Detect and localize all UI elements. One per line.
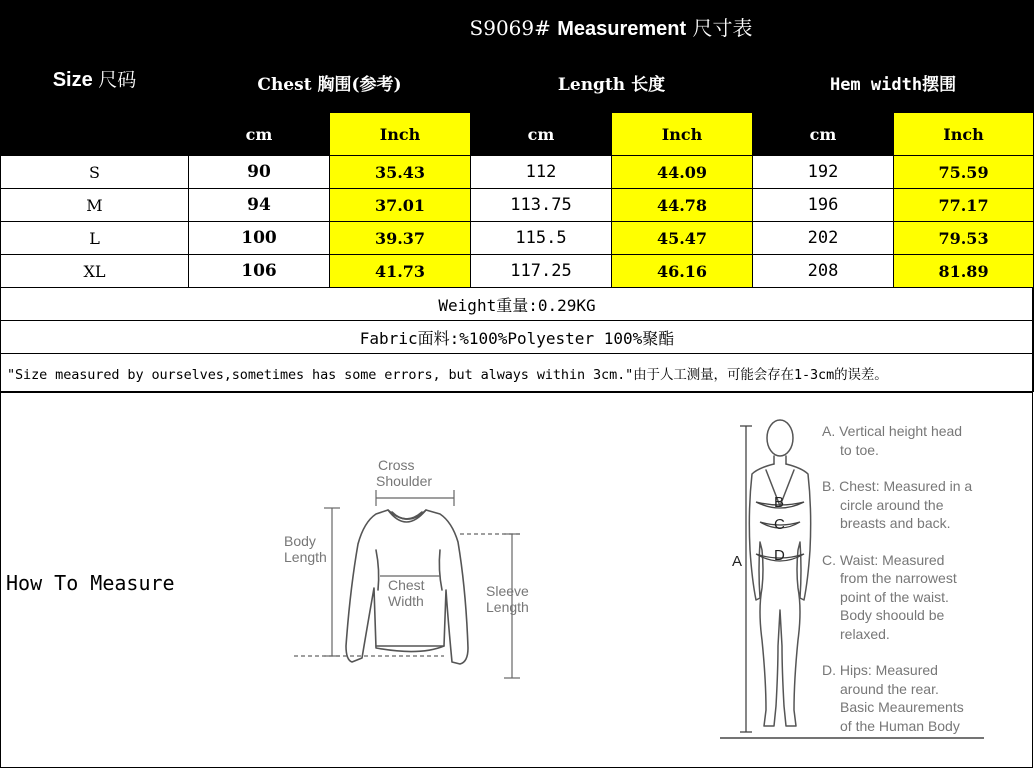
unit-length-cm: cm: [471, 113, 612, 156]
size-cell: L: [1, 222, 189, 255]
size-cell: M: [1, 189, 189, 222]
chest-cm-cell: 94: [189, 189, 330, 222]
legend-item-b: B. Chest: Measured in a circle around the breasts and back.: [822, 478, 973, 531]
body-length-label-1: Body: [284, 533, 316, 549]
title-code: S9069#: [469, 16, 551, 40]
chest-inch-cell: 35.43: [330, 156, 471, 189]
unit-chest-cm: cm: [189, 113, 330, 156]
title-cn: 尺寸表: [692, 16, 753, 40]
group-hem: Hem width摆围: [753, 53, 1034, 113]
chest-inch-cell: 39.37: [330, 222, 471, 255]
hem-cm-cell: 208: [753, 255, 894, 288]
length-cm-cell: 115.5: [471, 222, 612, 255]
hem-inch-cell: 77.17: [894, 189, 1034, 222]
sleeve-length-label-1: Sleeve: [486, 583, 529, 599]
weight-row: Weight重量:0.29KG: [1, 288, 1034, 321]
letter-b: B: [774, 494, 785, 511]
table-row: [1, 189, 1034, 222]
figure-head: [767, 420, 793, 456]
chest-width-label-1: Chest: [388, 577, 425, 593]
how-to-measure-label: How To Measure: [6, 571, 175, 595]
cross-shoulder-label-1: Cross: [378, 457, 415, 473]
size-header-en: Size: [52, 68, 93, 91]
size-header: [1, 1, 189, 156]
chest-inch-cell: 37.01: [330, 189, 471, 222]
letter-a: A: [732, 553, 743, 570]
hem-inch-cell: 79.53: [894, 222, 1034, 255]
unit-length-inch: Inch: [612, 113, 753, 156]
unit-chest-inch: Inch: [330, 113, 471, 156]
letter-c: C: [774, 516, 785, 533]
fabric-row: Fabric面料:%100%Polyester 100%聚酯: [1, 321, 1034, 354]
sweater-diagram: [280, 450, 540, 695]
group-chest: Chest 胸围(参考): [189, 53, 471, 113]
size-cell: XL: [1, 255, 189, 288]
table-row: [1, 156, 1034, 189]
size-cell: S: [1, 156, 189, 189]
body-length-label-2: Length: [284, 549, 327, 565]
length-inch-cell: 45.47: [612, 222, 753, 255]
legend-item-d: D. Hips: Measured around the rear. Basic Meaurements of the Human Body: [822, 662, 964, 734]
chest-width-label-2: Width: [388, 593, 424, 609]
legend-item-c: C. Waist: Measured from the narrowest point of the waist. Body shoould be relaxed.: [822, 551, 957, 642]
cross-shoulder-label-2: Shoulder: [376, 473, 433, 489]
length-cm-cell: 113.75: [471, 189, 612, 222]
size-header-cn: 尺码: [98, 68, 137, 91]
group-length: Length 长度: [471, 53, 753, 113]
unit-hem-inch: Inch: [894, 113, 1034, 156]
hem-cm-cell: 192: [753, 156, 894, 189]
chest-inch-cell: 41.73: [330, 255, 471, 288]
legend-item-a: A. Vertical height head to toe.: [822, 423, 963, 458]
hem-inch-cell: 81.89: [894, 255, 1034, 288]
length-cm-cell: 117.25: [471, 255, 612, 288]
hem-cm-cell: 196: [753, 189, 894, 222]
chest-cm-cell: 90: [189, 156, 330, 189]
chest-cm-cell: 100: [189, 222, 330, 255]
measurement-legend: [822, 422, 1022, 753]
length-cm-cell: 112: [471, 156, 612, 189]
length-inch-cell: 44.78: [612, 189, 753, 222]
table-row: [1, 222, 1034, 255]
sleeve-length-label-2: Length: [486, 599, 529, 615]
unit-hem-cm: cm: [753, 113, 894, 156]
length-inch-cell: 44.09: [612, 156, 753, 189]
title-bold: Measurement: [557, 18, 687, 40]
chest-cm-cell: 106: [189, 255, 330, 288]
chart-title: [189, 1, 1034, 53]
letter-d: D: [774, 547, 785, 564]
hem-inch-cell: 75.59: [894, 156, 1034, 189]
length-inch-cell: 46.16: [612, 255, 753, 288]
hem-cm-cell: 202: [753, 222, 894, 255]
measurement-note: "Size measured by ourselves,sometimes has some errors, but always within 3cm."由于人工测量，可能会存在1-3cm的误差。: [1, 354, 1034, 392]
table-row: [1, 255, 1034, 288]
